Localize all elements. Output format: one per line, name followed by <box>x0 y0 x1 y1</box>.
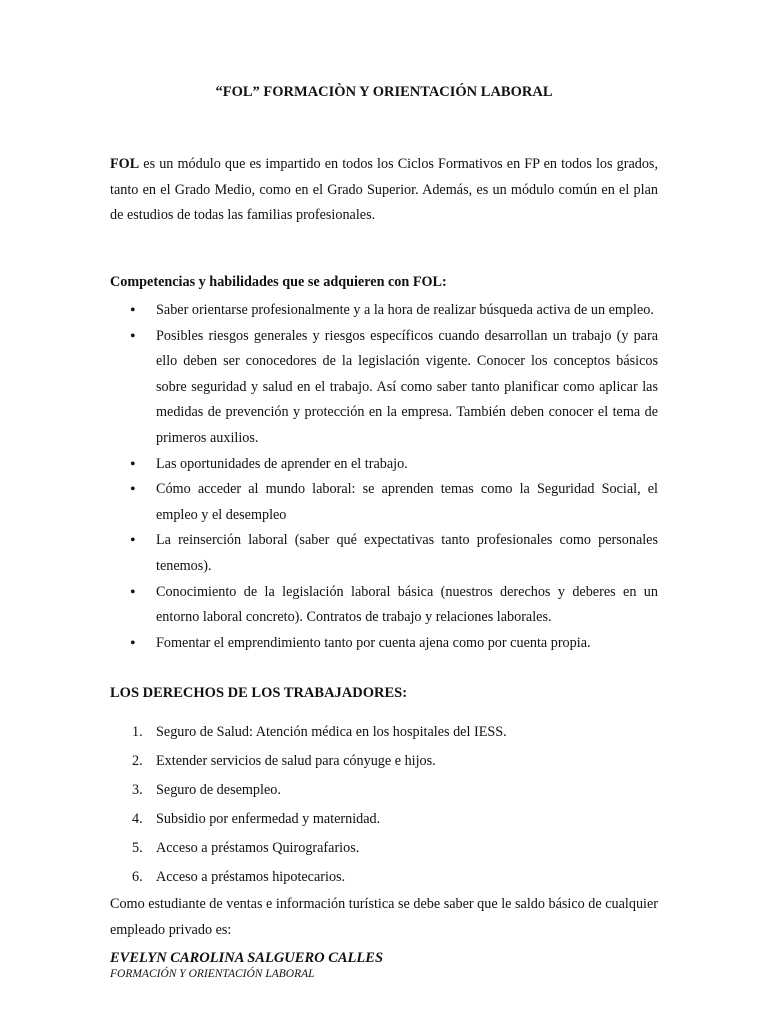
intro-text: es un módulo que es impartido en todos los Ciclos Formativos en FP en todos los grados, tanto en el Grado Medio, como en el Grado Superior. Además, es un módulo común en el plan de estudios de todas las familias profesionales. <box>110 156 658 223</box>
list-text: Acceso a préstamos hipotecarios. <box>156 869 346 885</box>
list-number: 1. <box>132 724 143 740</box>
derechos-heading: LOS DERECHOS DE LOS TRABAJADORES: <box>110 685 408 701</box>
list-text: Seguro de desempleo. <box>156 782 281 798</box>
list-item: • Conocimiento de la legislación laboral básica (nuestros derechos y deberes en un entorno laboral concreto). Contratos de trabajo y relaciones laborales. <box>110 580 658 631</box>
competencias-list <box>110 298 658 656</box>
list-item <box>110 863 658 892</box>
list-text: Subsidio por enfermedad y maternidad. <box>156 811 381 827</box>
list-item: • Saber orientarse profesionalmente y a la hora de realizar búsqueda activa de un empleo. <box>110 298 658 324</box>
list-number: 6. <box>132 869 143 885</box>
list-item: • Las oportunidades de aprender en el trabajo. <box>110 452 658 478</box>
list-item: • Cómo acceder al mundo laboral: se aprenden temas como la Seguridad Social, el empleo y el desempleo <box>110 477 658 528</box>
list-item <box>110 834 658 863</box>
intro-bold-term: FOL <box>110 156 140 172</box>
list-item: • Fomentar el emprendimiento tanto por cuenta ajena como por cuenta propia. <box>110 631 658 657</box>
list-item <box>110 776 658 805</box>
intro-paragraph <box>110 152 658 229</box>
list-text: Extender servicios de salud para cónyuge e hijos. <box>156 753 436 769</box>
list-item: • La reinserción laboral (saber qué expectativas tanto profesionales como personales tenemos). <box>110 528 658 579</box>
list-text: Acceso a préstamos Quirografarios. <box>156 840 360 856</box>
document-title: “FOL” FORMACIÒN Y ORIENTACIÓN LABORAL <box>215 84 553 100</box>
footer-subtitle: FORMACIÓN Y ORIENTACIÓN LABORAL <box>110 968 315 980</box>
list-text: Seguro de Salud: Atención médica en los hospitales del IESS. <box>156 724 507 740</box>
list-number: 2. <box>132 753 143 769</box>
competencias-heading: Competencias y habilidades que se adquieren con FOL: <box>110 274 447 290</box>
list-item <box>110 718 658 747</box>
closing-paragraph: Como estudiante de ventas e información turística se debe saber que le saldo básico de cualquier empleado privado es: <box>110 896 658 938</box>
list-item <box>110 805 658 834</box>
list-item <box>110 747 658 776</box>
list-number: 4. <box>132 811 143 827</box>
footer-author: EVELYN CAROLINA SALGUERO CALLES <box>110 950 384 966</box>
derechos-list <box>110 718 658 892</box>
list-number: 5. <box>132 840 143 856</box>
list-item: • Posibles riesgos generales y riesgos específicos cuando desarrollan un trabajo (y para ello deben ser conocedores de la legislación vigente. Conocer los conceptos básicos sobre seguridad y salud en el trabajo. Así como saber tanto planificar como aplicar las medidas de prevención y protección en la empresa. También deben conocer el tema de primeros auxilios. <box>110 324 658 452</box>
list-number: 3. <box>132 782 143 798</box>
